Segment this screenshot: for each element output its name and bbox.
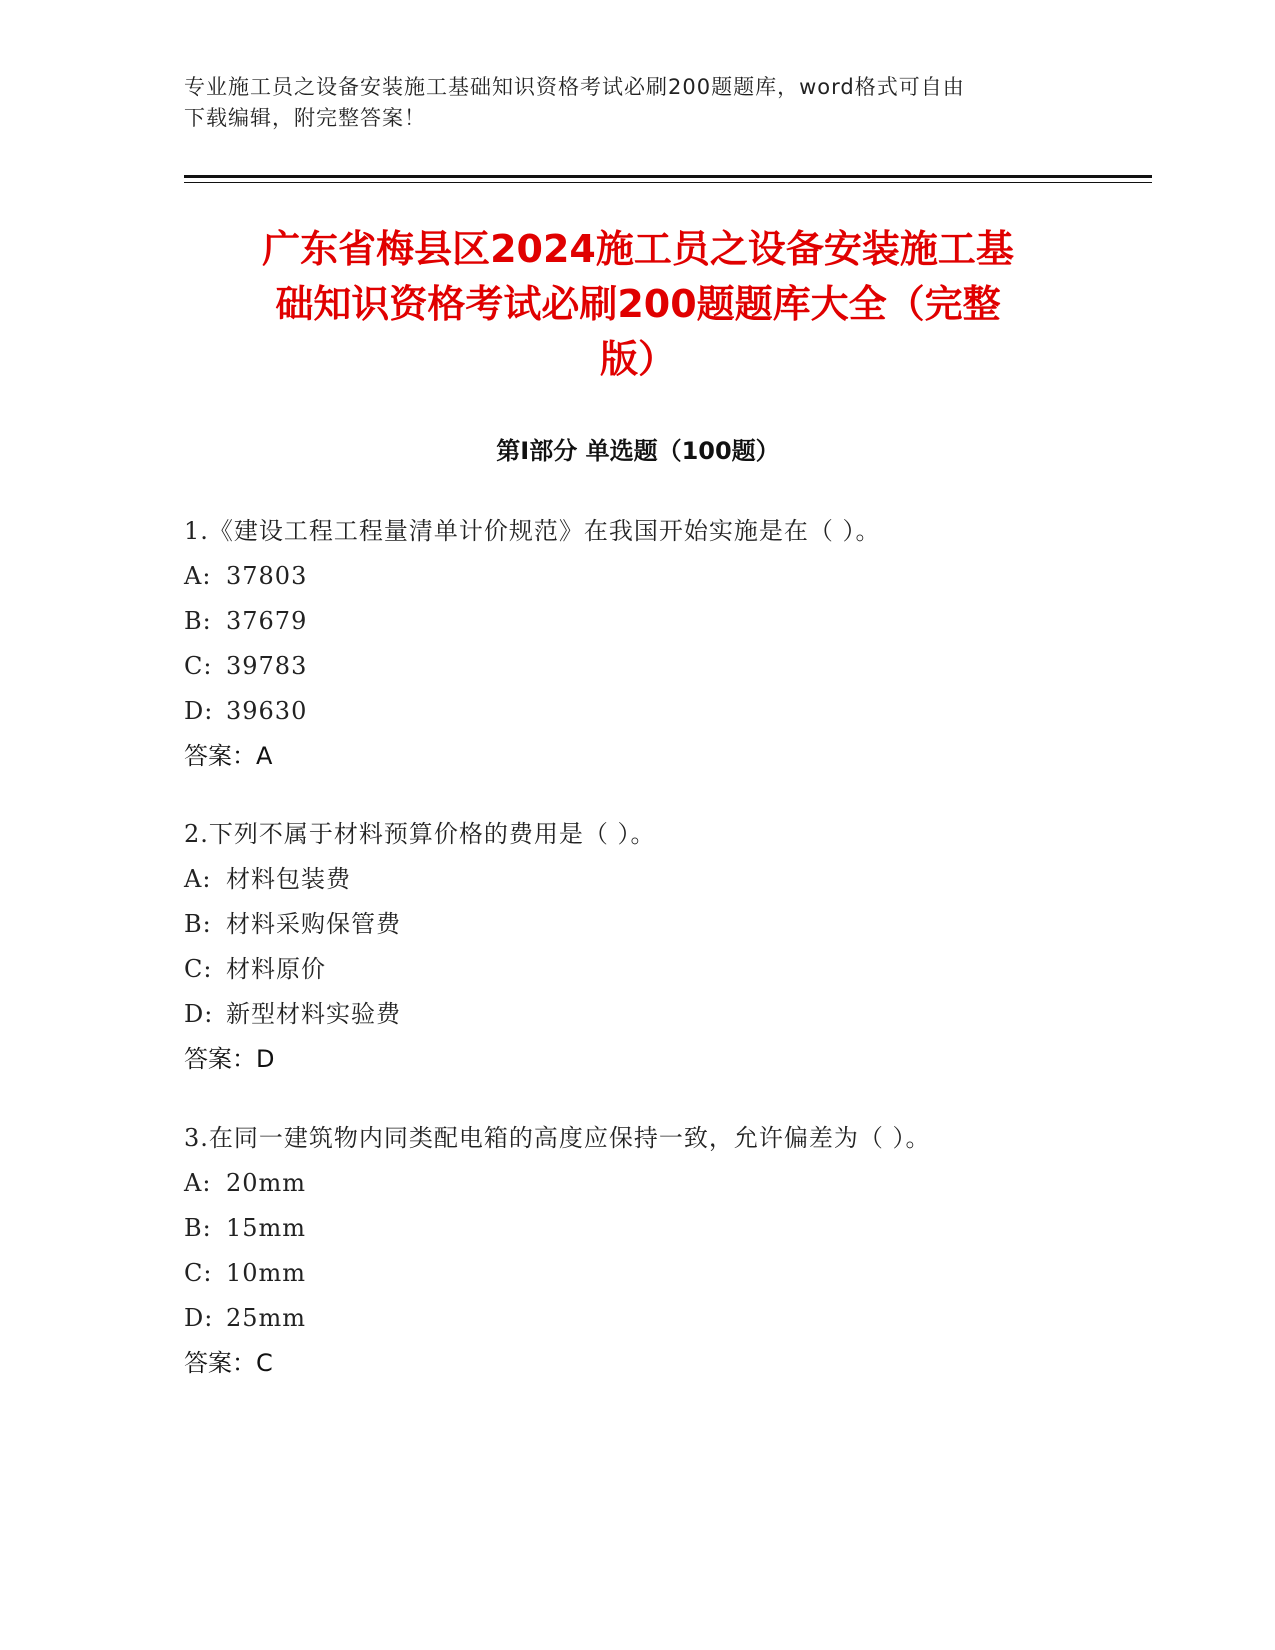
answer-line: 答案：D [184, 1045, 275, 1073]
document-title [184, 222, 1092, 387]
option-text: 材料原价 [226, 955, 326, 983]
option-text: 材料包装费 [226, 865, 351, 893]
option-letter: C: [184, 955, 213, 983]
option-c [184, 1251, 1184, 1296]
option-letter: D: [184, 697, 214, 725]
option-letter: A: [184, 1169, 212, 1197]
option-b [184, 599, 1184, 644]
option-text: 39783 [226, 652, 308, 680]
question-3 [184, 1116, 1184, 1386]
option-letter: C: [184, 1259, 213, 1287]
question-stem: 1.《建设工程工程量清单计价规范》在我国开始实施是在（ ）。 [184, 517, 881, 545]
option-text: 39630 [226, 697, 308, 725]
option-text: 15mm [226, 1214, 307, 1242]
header-note [184, 72, 1064, 134]
option-letter: B: [184, 607, 212, 635]
question-stem: 3.在同一建筑物内同类配电箱的高度应保持一致，允许偏差为（ ）。 [184, 1124, 931, 1152]
option-c [184, 644, 1184, 689]
question-2 [184, 812, 1184, 1082]
question-1 [184, 509, 1184, 779]
answer-line: 答案：C [184, 1349, 273, 1377]
option-a [184, 857, 1184, 902]
option-a [184, 1161, 1184, 1206]
section-title: 第I部分 单选题（100题） [496, 437, 780, 465]
option-letter: B: [184, 1214, 212, 1242]
option-d [184, 1296, 1184, 1341]
option-letter: D: [184, 1304, 214, 1332]
answer-line: 答案：A [184, 742, 273, 770]
header-divider-thick [184, 175, 1152, 178]
option-text: 25mm [226, 1304, 307, 1332]
option-d [184, 689, 1184, 734]
option-text: 20mm [226, 1169, 307, 1197]
option-text: 新型材料实验费 [226, 1000, 401, 1028]
document-title-line-1: 广东省梅县区2024施工员之设备安装施工基 [262, 227, 1014, 271]
header-divider-thin [184, 182, 1152, 183]
document-title-line-2: 础知识资格考试必刷200题题库大全（完整 [275, 282, 1001, 326]
option-d [184, 992, 1184, 1037]
option-text: 材料采购保管费 [226, 910, 401, 938]
option-letter: B: [184, 910, 212, 938]
option-text: 37679 [226, 607, 308, 635]
option-letter: A: [184, 562, 212, 590]
document-title-line-3: 版） [599, 337, 676, 381]
option-c [184, 947, 1184, 992]
option-b [184, 1206, 1184, 1251]
option-letter: A: [184, 865, 212, 893]
question-stem: 2.下列不属于材料预算价格的费用是（ ）。 [184, 820, 656, 848]
option-letter: D: [184, 1000, 214, 1028]
header-note-line-2: 下载编辑，附完整答案！ [184, 106, 426, 130]
option-text: 37803 [226, 562, 308, 590]
option-letter: C: [184, 652, 213, 680]
option-b [184, 902, 1184, 947]
option-text: 10mm [226, 1259, 307, 1287]
header-note-line-1: 专业施工员之设备安装施工基础知识资格考试必刷200题题库，word格式可自由 [184, 75, 965, 99]
option-a [184, 554, 1184, 599]
